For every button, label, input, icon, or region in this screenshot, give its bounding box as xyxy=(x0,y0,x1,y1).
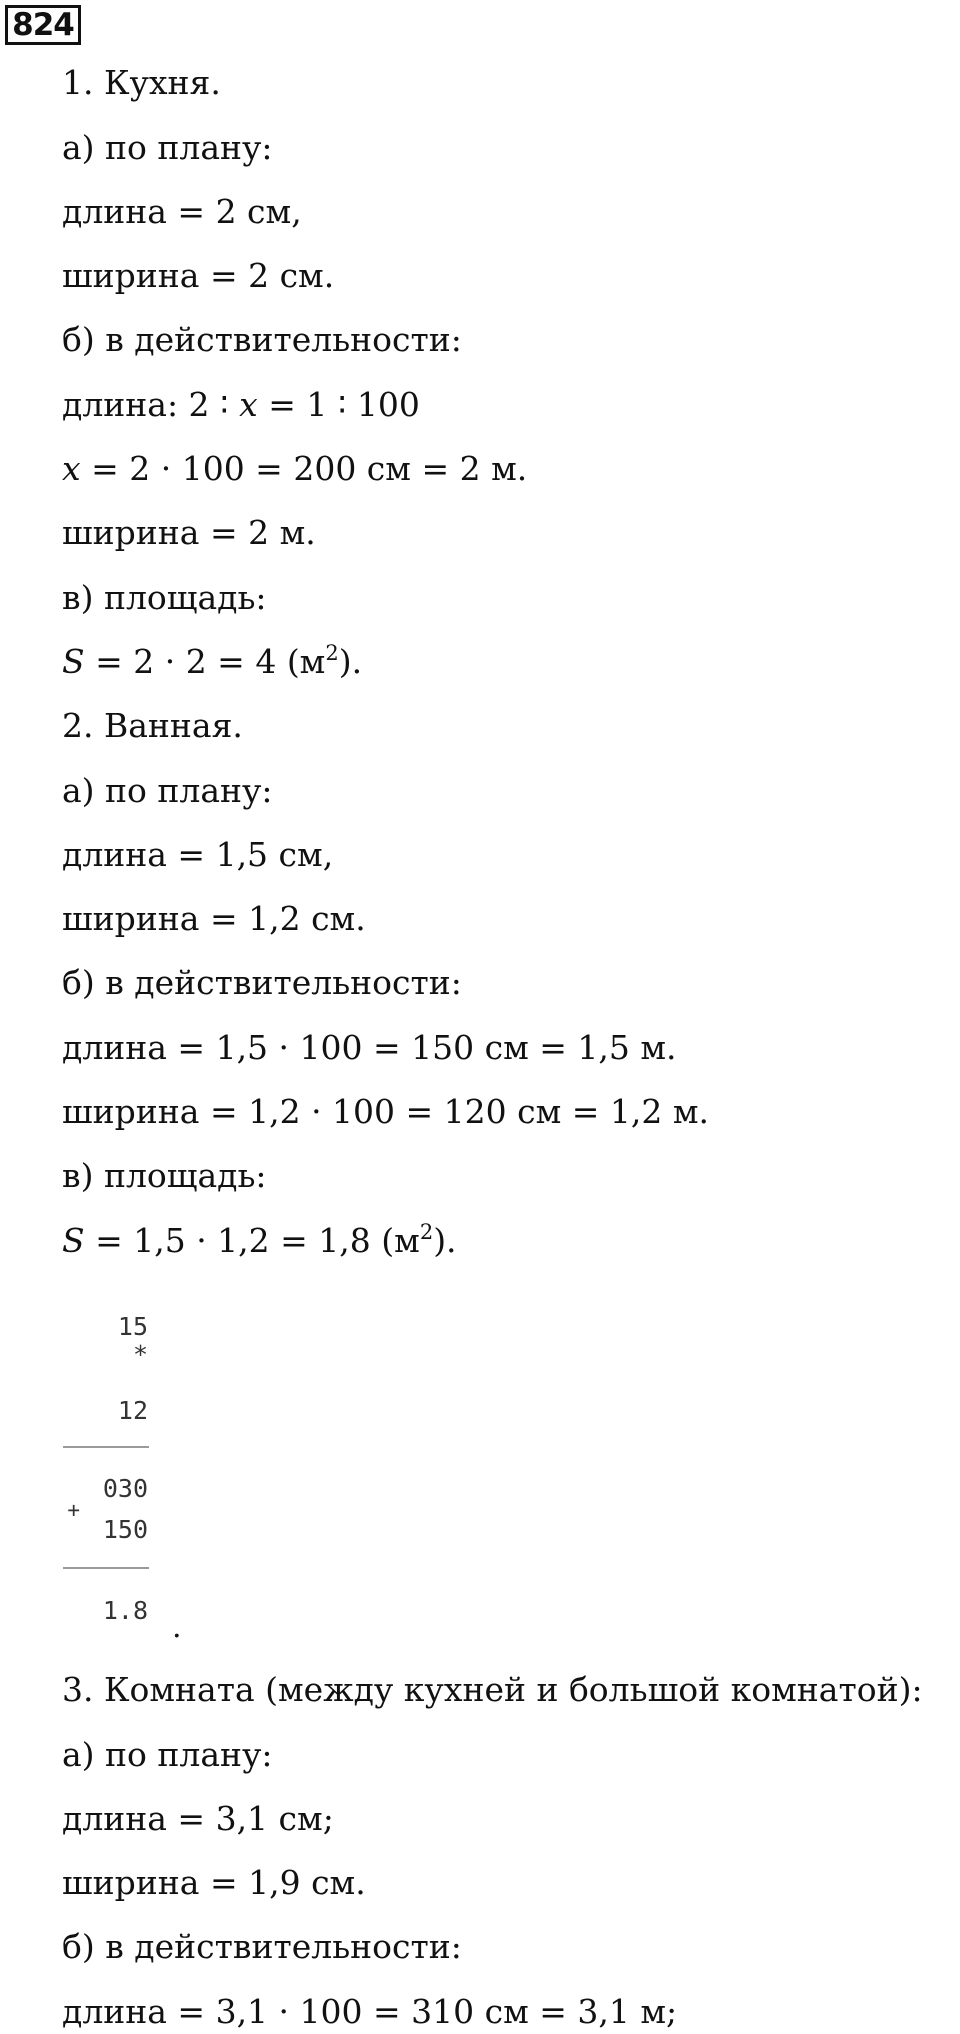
reality-label: б) в действительности: xyxy=(62,963,462,1002)
area-label: в) площадь: xyxy=(62,578,267,617)
multiplication-result: 1.8 xyxy=(102,1596,148,1625)
rule-line xyxy=(63,1567,149,1569)
text-line: длина = 3,1 см; xyxy=(62,1799,334,1838)
area-closing: ). xyxy=(433,1221,457,1260)
rule-line xyxy=(63,1446,149,1448)
area-formula xyxy=(62,640,362,684)
partial-product: 150 xyxy=(102,1515,148,1544)
plus-sign: + xyxy=(67,1498,80,1522)
formula-line: длина = 3,1 · 100 = 310 см = 3,1 м; xyxy=(62,1992,678,2031)
area-exponent: 2 xyxy=(325,641,339,665)
area-exponent: 2 xyxy=(419,1220,434,1244)
text-line: ширина = 2 м. xyxy=(62,513,316,552)
area-formula-text: 𝑆 = 2 · 2 = 4 (м xyxy=(62,642,326,681)
formula-line: ширина = 1,2 · 100 = 120 см = 1,2 м. xyxy=(62,1092,710,1131)
text-line: ширина = 1,9 см. xyxy=(62,1863,366,1902)
area-formula-text: 𝑆 = 1,5 · 1,2 = 1,8 (м xyxy=(62,1221,420,1260)
trailing-dot: . xyxy=(172,1610,182,1645)
partial-product: 030 xyxy=(102,1474,148,1503)
text-line: ширина = 2 см. xyxy=(62,256,335,295)
reality-label: б) в действительности: xyxy=(62,320,462,359)
multiplicand: 15 xyxy=(117,1312,148,1341)
reality-label: б) в действительности: xyxy=(62,1927,462,1966)
area-label: в) площадь: xyxy=(62,1156,267,1195)
section-3-heading: 3. Комната (между кухней и большой комнатой): xyxy=(62,1670,923,1709)
section-2-heading: 2. Ванная. xyxy=(62,706,243,745)
formula-line: длина: 2 ∶ 𝑥 = 1 ∶ 100 xyxy=(62,385,420,424)
task-number-badge: 824 xyxy=(5,5,81,45)
text-line: длина = 1,5 см, xyxy=(62,835,334,874)
plan-label: а) по плану: xyxy=(62,128,273,167)
section-1-heading: 1. Кухня. xyxy=(62,63,221,102)
formula-line: длина = 1,5 · 100 = 150 см = 1,5 м. xyxy=(62,1028,677,1067)
multiply-sign: * xyxy=(132,1340,148,1369)
text-line: длина = 2 см, xyxy=(62,192,302,231)
text-line: ширина = 1,2 см. xyxy=(62,899,366,938)
formula-line: 𝑥 = 2 · 100 = 200 см = 2 м. xyxy=(62,449,528,488)
area-formula xyxy=(62,1219,457,1263)
area-closing: ). xyxy=(338,642,363,681)
plan-label: а) по плану: xyxy=(62,771,273,810)
plan-label: а) по плану: xyxy=(62,1735,273,1774)
multiplier: 12 xyxy=(117,1396,148,1425)
